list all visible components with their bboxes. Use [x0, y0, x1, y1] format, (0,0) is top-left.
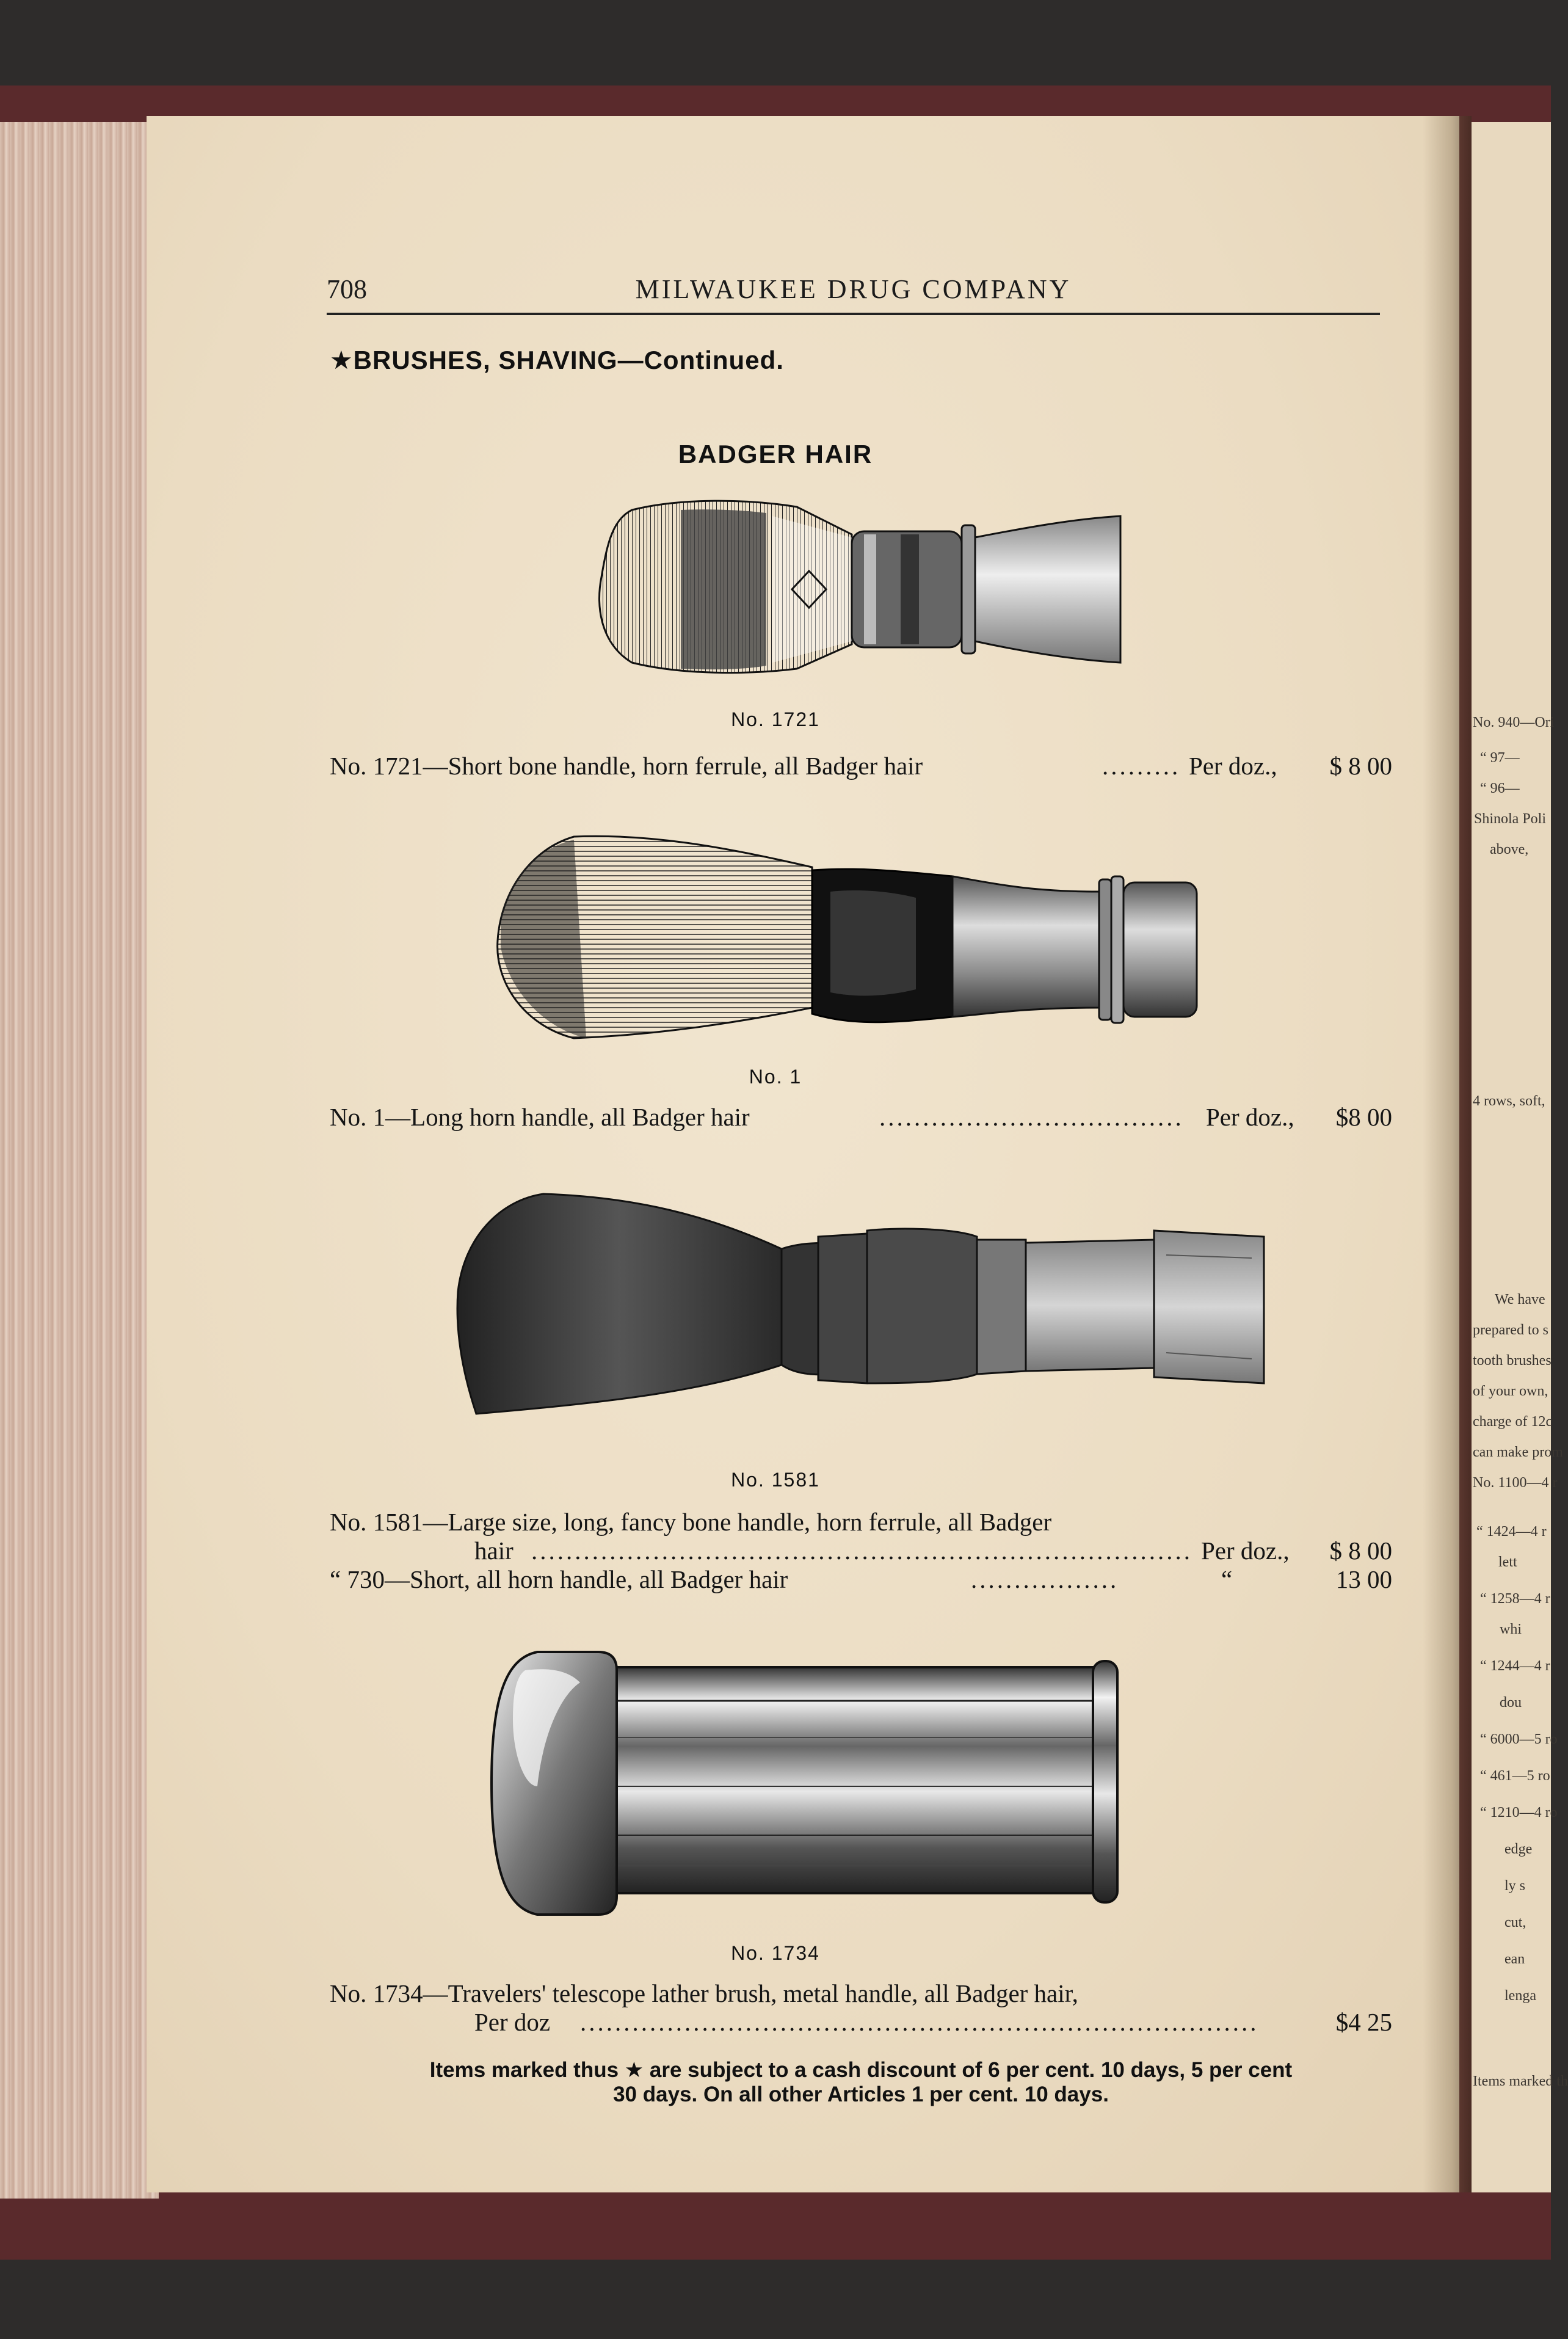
dot-leader: ..............................................................................	[580, 2008, 1259, 2036]
adjacent-text: “ 1244—4 r	[1480, 1658, 1550, 1674]
adjacent-text: “ 1424—4 r	[1476, 1524, 1547, 1540]
product-description: No. 1581—Large size, long, fancy bone handle, horn ferrule, all Badger	[330, 1508, 1052, 1536]
product-line-1	[330, 1102, 1392, 1133]
adjacent-text: “ 97—	[1480, 750, 1520, 766]
product-description: hair	[474, 1537, 514, 1565]
brush-1581-illustration	[452, 1182, 1270, 1420]
unit-label: Per doz.,	[1201, 1537, 1290, 1565]
adjacent-text: “ 1258—4 r	[1480, 1591, 1550, 1607]
unit-label: Per doz.,	[1189, 752, 1277, 780]
adjacent-text: dou	[1500, 1695, 1522, 1711]
dot-leader: .................	[971, 1565, 1119, 1593]
product-line-1721	[330, 751, 1392, 782]
section-title: ★BRUSHES, SHAVING—Continued.	[330, 346, 784, 374]
product-line-1734	[330, 1979, 1392, 2009]
product-line-1581-cont	[330, 1536, 1392, 1566]
adjacent-text: “ 6000—5 ro	[1480, 1731, 1558, 1747]
adjacent-text: “ 1210—4 ro	[1480, 1805, 1558, 1821]
caption-1734: No. 1734	[731, 1942, 820, 1964]
brush-1734-illustration	[488, 1646, 1246, 1921]
adjacent-text: tooth brushes	[1473, 1353, 1552, 1369]
adjacent-text: whi	[1500, 1621, 1522, 1637]
product-description: No. 1—Long horn handle, all Badger hair	[330, 1103, 750, 1131]
footnote-line: Items marked thus ★ are subject to a cash discount of 6 per cent. 10 days, 5 per cent	[429, 2058, 1293, 2082]
adjacent-text: 4 rows, soft,	[1473, 1093, 1545, 1109]
adjacent-text: charge of 12c	[1473, 1414, 1553, 1430]
adjacent-text: can make prom	[1473, 1444, 1563, 1460]
product-line-1581	[330, 1507, 1392, 1538]
adjacent-text: ly s	[1504, 1878, 1526, 1894]
product-line-730	[330, 1565, 1392, 1595]
brush-1-illustration	[488, 824, 1221, 1057]
caption-1581: No. 1581	[731, 1469, 820, 1491]
adjacent-page	[1472, 122, 1568, 2192]
caption-1: No. 1	[749, 1066, 802, 1088]
running-title: MILWAUKEE DRUG COMPANY	[635, 274, 1072, 304]
adjacent-text: lett	[1498, 1554, 1517, 1570]
price: $ 8 00	[1329, 752, 1392, 780]
product-description: No. 1721—Short bone handle, horn ferrule, all Badger hair	[330, 752, 923, 780]
adjacent-text: above,	[1490, 842, 1529, 857]
product-line-1734-cont	[330, 2007, 1392, 2038]
adjacent-text: No. 1100—4 r	[1473, 1475, 1558, 1491]
brush-1721-illustration	[595, 492, 1133, 681]
adjacent-text: ean	[1504, 1951, 1525, 1967]
price: $4 25	[1335, 2008, 1392, 2036]
discount-footnote	[330, 2058, 1392, 2107]
product-description: No. 1734—Travelers' telescope lather brush, metal handle, all Badger hair,	[330, 1979, 1078, 2007]
adjacent-text: lenga	[1504, 1988, 1536, 2004]
adjacent-text: Items marked th	[1473, 2073, 1568, 2089]
price: 13 00	[1335, 1565, 1392, 1593]
page-number: 708	[327, 274, 367, 304]
dot-leader: .........	[1102, 752, 1181, 780]
unit-label: Per doz.,	[1206, 1103, 1294, 1131]
caption-1721: No. 1721	[731, 708, 820, 730]
adjacent-text: of your own,	[1473, 1383, 1548, 1399]
page-edges	[0, 122, 159, 2199]
page-gutter	[1423, 116, 1472, 2192]
subheading: BADGER HAIR	[678, 440, 873, 468]
adjacent-text: Shinola Poli	[1474, 811, 1547, 827]
adjacent-text: “ 461—5 ro	[1480, 1768, 1550, 1784]
adjacent-text: cut,	[1504, 1915, 1526, 1930]
adjacent-text: prepared to s	[1473, 1322, 1548, 1338]
page-header	[327, 269, 1380, 315]
price: $ 8 00	[1329, 1537, 1392, 1565]
dot-leader: ...................................	[879, 1103, 1184, 1131]
product-description: “ 730—Short, all horn handle, all Badger hair	[330, 1565, 788, 1593]
product-description: Per doz	[474, 2008, 551, 2036]
adjacent-text: edge	[1504, 1841, 1533, 1857]
footnote-line: 30 days. On all other Articles 1 per cent. 10 days.	[613, 2083, 1109, 2106]
ditto-mark: “	[1221, 1565, 1233, 1593]
dot-leader: ............................................................................	[531, 1537, 1192, 1565]
adjacent-text: “ 96—	[1480, 780, 1520, 796]
price: $8 00	[1335, 1103, 1392, 1131]
adjacent-text: No. 940—Ori	[1473, 715, 1555, 730]
adjacent-text: We have	[1495, 1292, 1545, 1308]
